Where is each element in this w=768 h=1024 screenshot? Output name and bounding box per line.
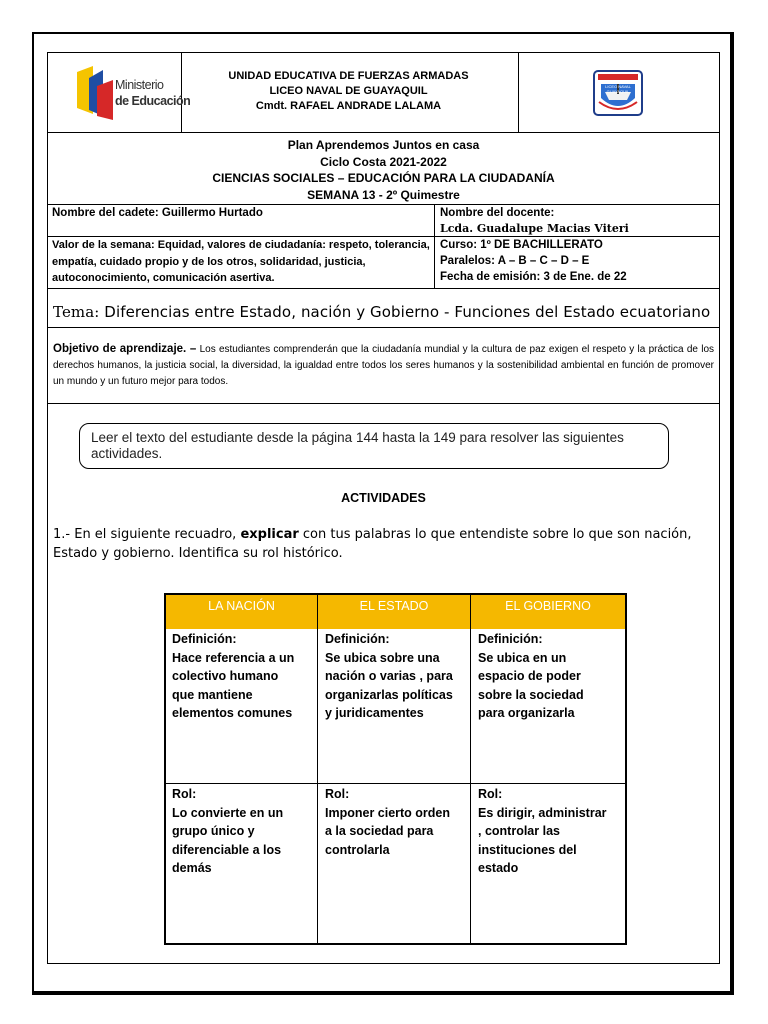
definition-estado bbox=[325, 630, 470, 723]
plan-line: Ciclo Costa 2021-2022 bbox=[320, 154, 447, 169]
instruction-note: Leer el texto del estudiante desde la página 144 hasta la 149 para resolver las siguientes actividades. bbox=[79, 423, 669, 469]
concept-table bbox=[164, 593, 627, 945]
divider bbox=[48, 327, 719, 328]
question-bold: explicar bbox=[240, 527, 299, 542]
objetivo bbox=[53, 341, 714, 390]
objetivo-label: Objetivo de aprendizaje. – bbox=[53, 343, 197, 355]
definition-line: para organizarla bbox=[478, 706, 575, 720]
definition-label: Definición: bbox=[172, 632, 237, 646]
role-line: estado bbox=[478, 861, 519, 875]
divider bbox=[48, 288, 719, 289]
definition-line: nación o varias , para bbox=[325, 669, 453, 683]
definition-line: Hace referencia a un bbox=[172, 650, 295, 665]
naval-label: LICEO NAVAL GUAYAQUIL bbox=[605, 84, 631, 94]
activities-heading: ACTIVIDADES bbox=[341, 491, 426, 505]
docente-name: Lcda. Guadalupe Macias Viteri bbox=[440, 222, 629, 235]
school-name-block bbox=[181, 69, 516, 114]
row-divider bbox=[166, 783, 625, 784]
role-line: Imponer cierto orden bbox=[325, 805, 451, 820]
plan-line: Plan Aprendemos Juntos en casa bbox=[287, 138, 480, 152]
role-label: Rol: bbox=[325, 787, 350, 801]
question-1 bbox=[53, 525, 714, 563]
tema bbox=[53, 303, 710, 321]
valor-semana: Valor de la semana: Equidad, valores de ciudadanía: respeto, tolerancia, empatía, cuidado propio y de los otros, solidaridad, justicia, autoconocimiento, comunicación asertiva. bbox=[52, 239, 430, 284]
cadete-name: Nombre del cadete: Guillermo Hurtado bbox=[52, 207, 263, 219]
objetivo-text: Los estudiantes comprenderán que la ciudadanía mundial y la cultura de paz exigen el respeto y la práctica de los derechos humanos, la justicia social, la diversidad, la igualdad entre todos los seres humanos y la sostenibilidad ambiental en función de promover un mundo y un futuro mejor para todos. bbox=[53, 344, 715, 387]
plan-line: CIENCIAS SOCIALES – EDUCACIÓN PARA LA CIUDADANÍA bbox=[212, 171, 555, 185]
divider bbox=[48, 132, 719, 133]
header-el-estado: EL ESTADO bbox=[318, 595, 470, 629]
role-gobierno bbox=[478, 785, 626, 878]
school-line: LICEO NAVAL DE GUAYAQUIL bbox=[269, 85, 428, 97]
definition-line: organizarlas políticas bbox=[325, 687, 453, 702]
docente-label: Nombre del docente: bbox=[440, 207, 555, 219]
info-divider bbox=[434, 204, 435, 288]
definition-line: elementos comunes bbox=[172, 706, 293, 720]
column-divider bbox=[317, 595, 318, 943]
question-suffix: con tus palabras lo que entendiste sobre lo que son nación, Estado y gobierno. Identifica su rol histórico. bbox=[53, 527, 692, 561]
header-divider-right bbox=[518, 53, 519, 132]
ministry-line1: Ministerio bbox=[115, 78, 164, 92]
ministry-logo bbox=[75, 66, 191, 125]
definition-line: sobre la sociedad bbox=[478, 687, 584, 702]
ministry-flag-icon bbox=[75, 66, 175, 120]
role-line: , controlar las bbox=[478, 824, 560, 838]
definition-line: Se ubica sobre una bbox=[325, 650, 440, 665]
definition-line: colectivo humano bbox=[172, 669, 279, 683]
tema-label: Tema: bbox=[53, 303, 100, 321]
definition-nacion bbox=[172, 630, 317, 723]
definition-label: Definición: bbox=[478, 632, 543, 646]
role-line: a la sociedad para bbox=[325, 824, 434, 838]
naval-emblem bbox=[593, 70, 643, 121]
role-line: demás bbox=[172, 861, 212, 875]
role-line: grupo único y bbox=[172, 824, 255, 838]
role-label: Rol: bbox=[172, 787, 197, 801]
role-line: controlarla bbox=[325, 842, 390, 857]
definition-label: Definición: bbox=[325, 632, 390, 646]
role-label: Rol: bbox=[478, 787, 503, 801]
role-estado bbox=[325, 785, 470, 859]
question-prefix: 1.- En el siguiente recuadro, bbox=[53, 527, 241, 542]
definition-line: Se ubica en un bbox=[478, 650, 567, 665]
plan-line: SEMANA 13 - 2º Quimestre bbox=[307, 187, 460, 202]
definition-line: espacio de poder bbox=[478, 669, 581, 683]
divider bbox=[48, 403, 719, 404]
role-line: Es dirigir, administrar bbox=[478, 805, 607, 820]
definition-line: y juridicamentes bbox=[325, 706, 424, 720]
header-el-gobierno: EL GOBIERNO bbox=[471, 595, 625, 629]
role-line: Lo convierte en un bbox=[172, 805, 284, 820]
school-line: UNIDAD EDUCATIVA DE FUERZAS ARMADAS bbox=[228, 70, 469, 82]
fecha-emision: Fecha de emisión: 3 de Ene. de 22 bbox=[440, 271, 627, 283]
tema-text: Diferencias entre Estado, nación y Gobierno - Funciones del Estado ecuatoriano bbox=[99, 303, 711, 321]
plan-block bbox=[48, 137, 719, 203]
definition-gobierno bbox=[478, 630, 623, 723]
header-la-nacion: LA NACIÓN bbox=[166, 595, 317, 629]
paralelos: Paralelos: A – B – C – D – E bbox=[440, 255, 590, 267]
curso: Curso: 1º DE BACHILLERATO bbox=[440, 239, 603, 251]
school-line: Cmdt. RAFAEL ANDRADE LALAMA bbox=[255, 100, 442, 112]
role-line: instituciones del bbox=[478, 842, 577, 857]
definition-line: que mantiene bbox=[172, 687, 253, 702]
role-line: diferenciable a los bbox=[172, 842, 282, 857]
role-nacion bbox=[172, 785, 317, 878]
column-divider bbox=[470, 595, 471, 943]
ministry-line2: de Educación bbox=[115, 94, 191, 108]
